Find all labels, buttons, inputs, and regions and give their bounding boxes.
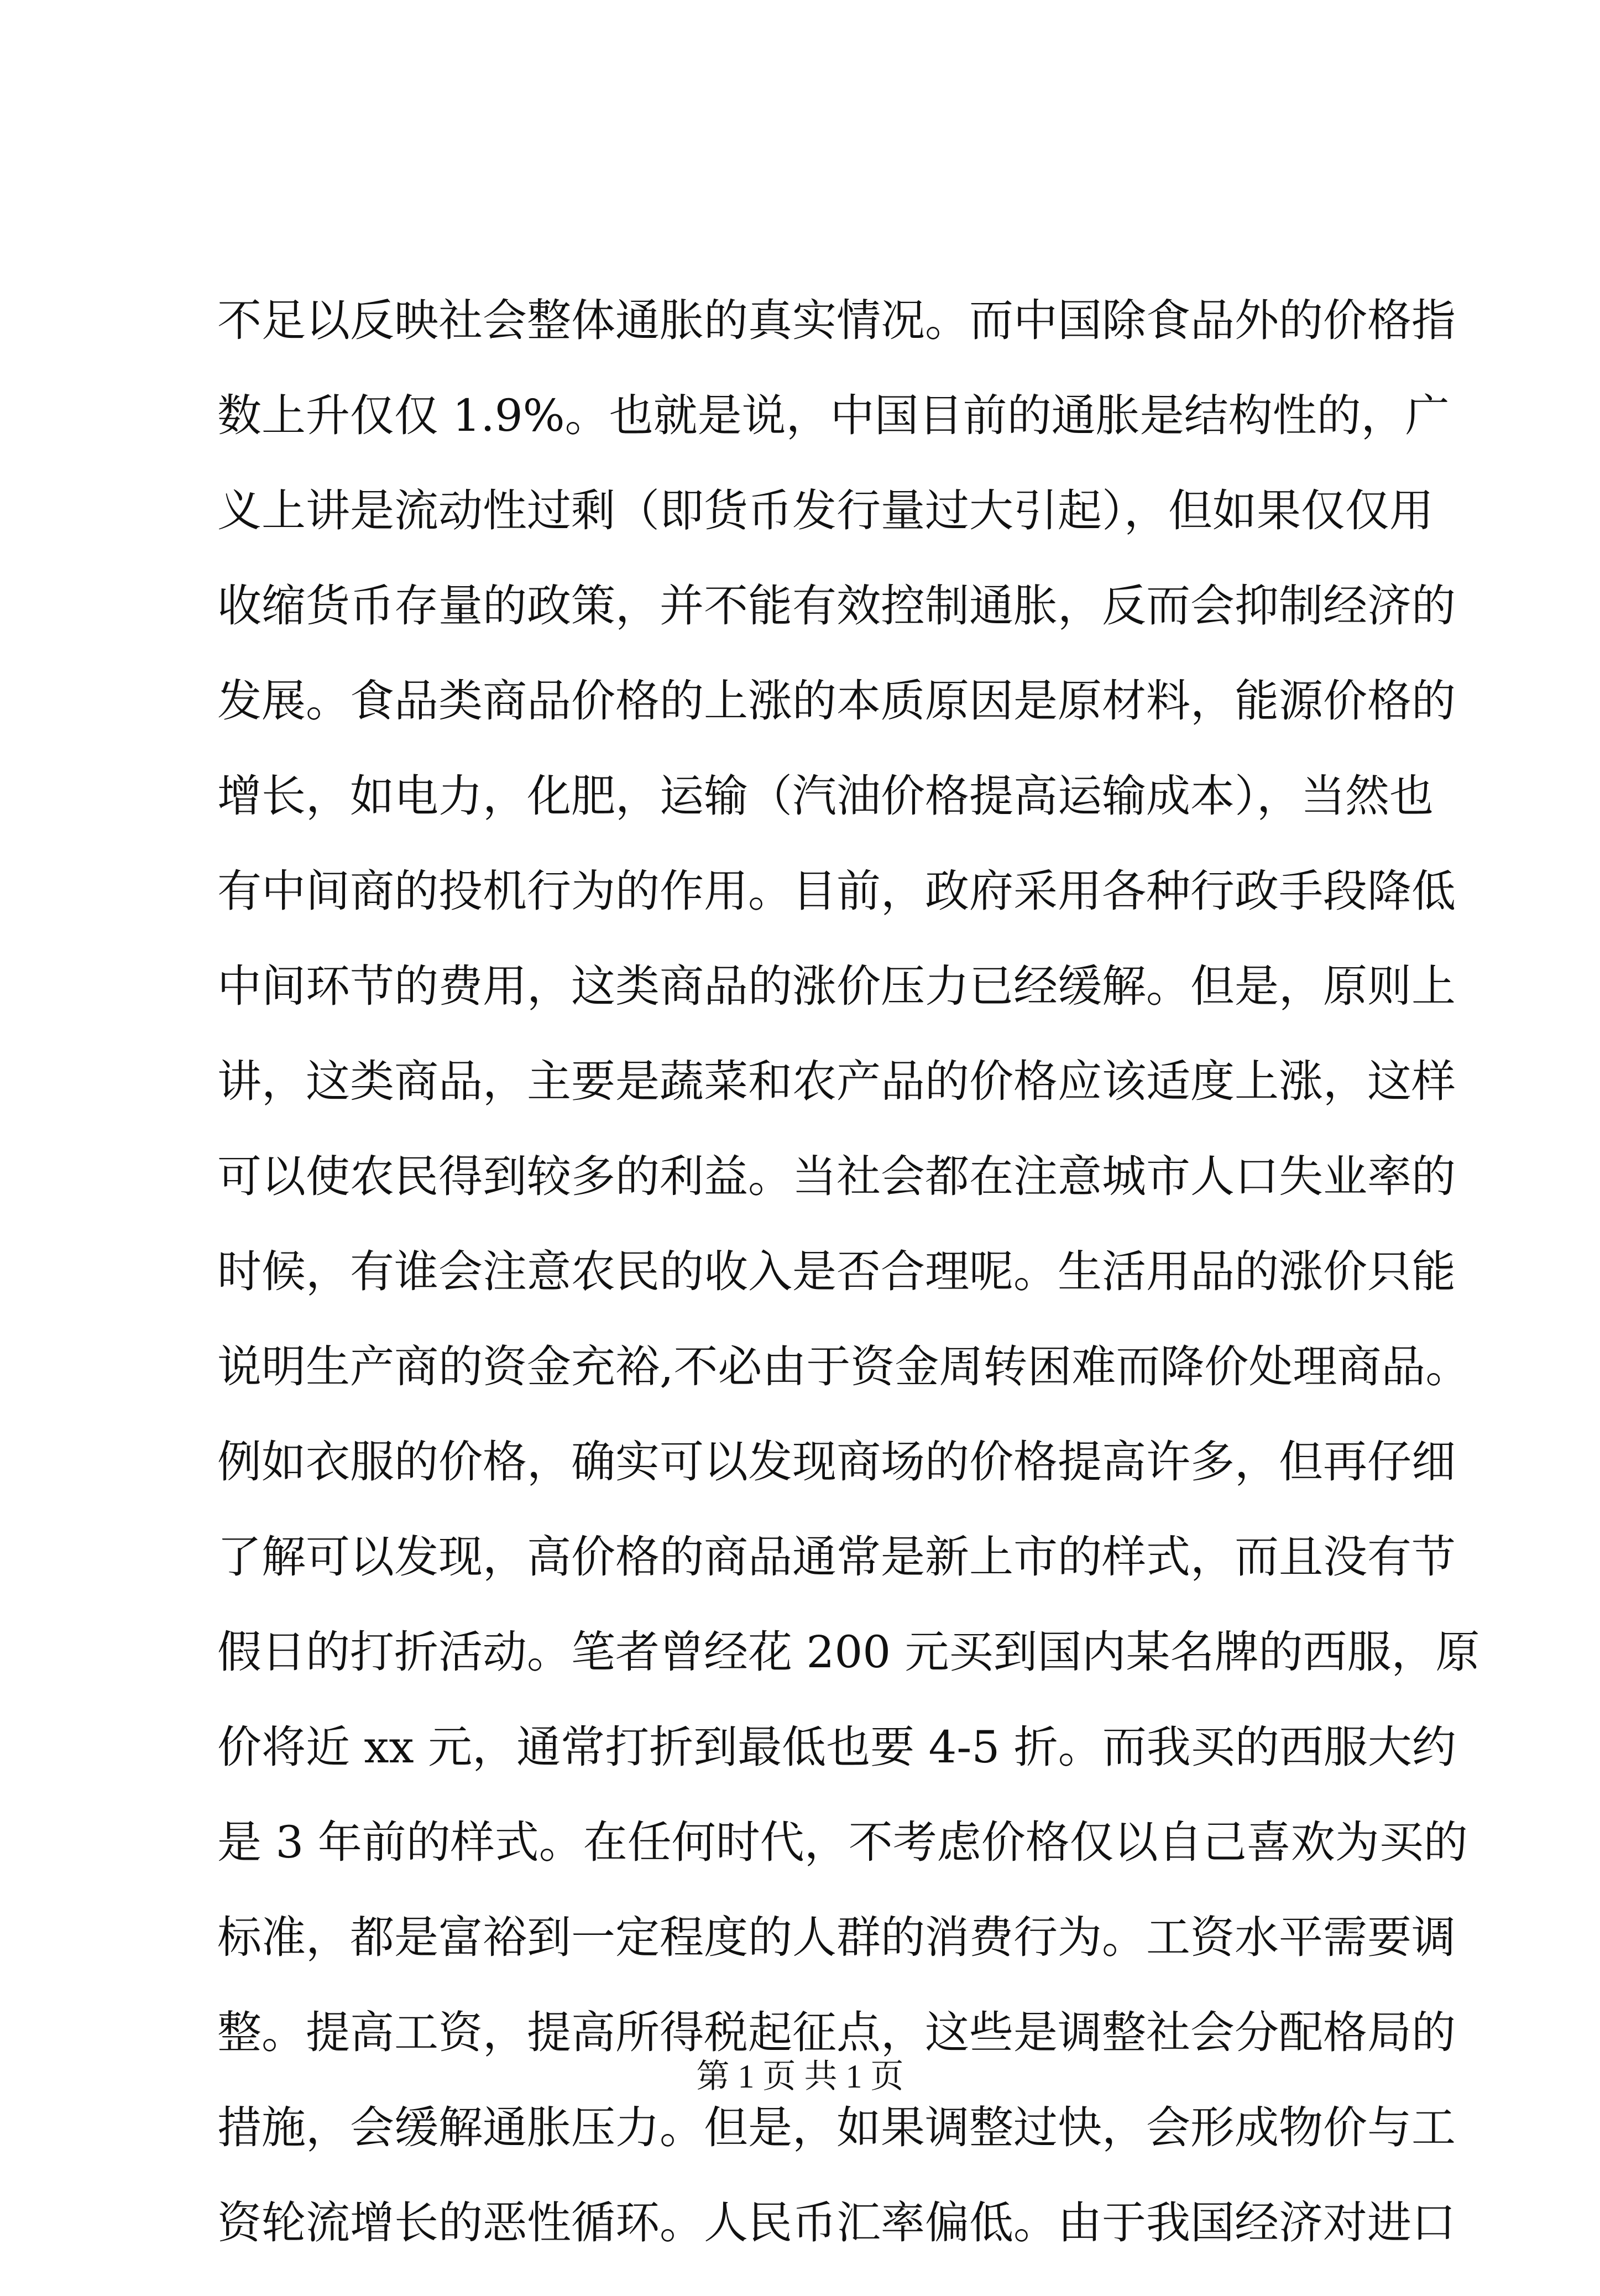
text-line: 价将近 xx 元，通常打折到最低也要 4-5 折。而我买的西服大约 [217, 1721, 1456, 1773]
text-line: 发展。食品类商品价格的上涨的本质原因是原材料，能源价格的 [217, 675, 1456, 727]
text-line: 不足以反映社会整体通胀的真实情况。而中国除食品外的价格指 [217, 295, 1456, 346]
text-line: 有中间商的投机行为的作用。目前，政府采用各种行政手段降低 [217, 865, 1456, 917]
text-line: 增长，如电力，化肥，运输（汽油价格提高运输成本），当然也 [217, 770, 1434, 822]
text-line: 整。提高工资，提高所得税起征点，这些是调整社会分配格局的 [217, 2007, 1456, 2058]
text-line: 是 3 年前的样式。在任何时代，不考虑价格仅以自己喜欢为买的 [217, 1817, 1468, 1868]
text-line: 可以使农民得到较多的利益。当社会都在注意城市人口失业率的 [217, 1151, 1456, 1202]
text-line: 措施，会缓解通胀压力。但是，如果调整过快，会形成物价与工 [217, 2102, 1456, 2153]
text-line: 资轮流增长的恶性循环。人民币汇率偏低。由于我国经济对进口 [217, 2197, 1456, 2248]
text-line: 了解可以发现，高价格的商品通常是新上市的样式，而且没有节 [217, 1531, 1456, 1583]
text-line: 例如衣服的价格，确实可以发现商场的价格提高许多，但再仔细 [217, 1436, 1456, 1488]
body-text [217, 295, 1480, 2296]
text-line: 中间环节的费用，这类商品的涨价压力已经缓解。但是，原则上 [217, 961, 1456, 1012]
text-line: 收缩货币存量的政策，并不能有效控制通胀，反而会抑制经济的 [217, 580, 1456, 632]
text-line: 义上讲是流动性过剩（即货币发行量过大引起），但如果仅仅用 [217, 485, 1434, 536]
text-line: 假日的打折活动。笔者曾经花 200 元买到国内某名牌的西服，原 [217, 1626, 1480, 1678]
text-line: 说明生产商的资金充裕,不必由于资金周转困难而降价处理商品。 [217, 1341, 1470, 1392]
page-footer: 第 1 页 共 1 页 [696, 2058, 904, 2095]
text-line: 数上升仅仅 1.9%。也就是说，中国目前的通胀是结构性的，广 [217, 390, 1450, 441]
text-line: 讲，这类商品，主要是蔬菜和农产品的价格应该适度上涨，这样 [217, 1056, 1456, 1107]
text-line: 时候，有谁会注意农民的收入是否合理呢。生活用品的涨价只能 [217, 1246, 1456, 1297]
text-line: 标准，都是富裕到一定程度的人群的消费行为。工资水平需要调 [217, 1912, 1456, 1963]
